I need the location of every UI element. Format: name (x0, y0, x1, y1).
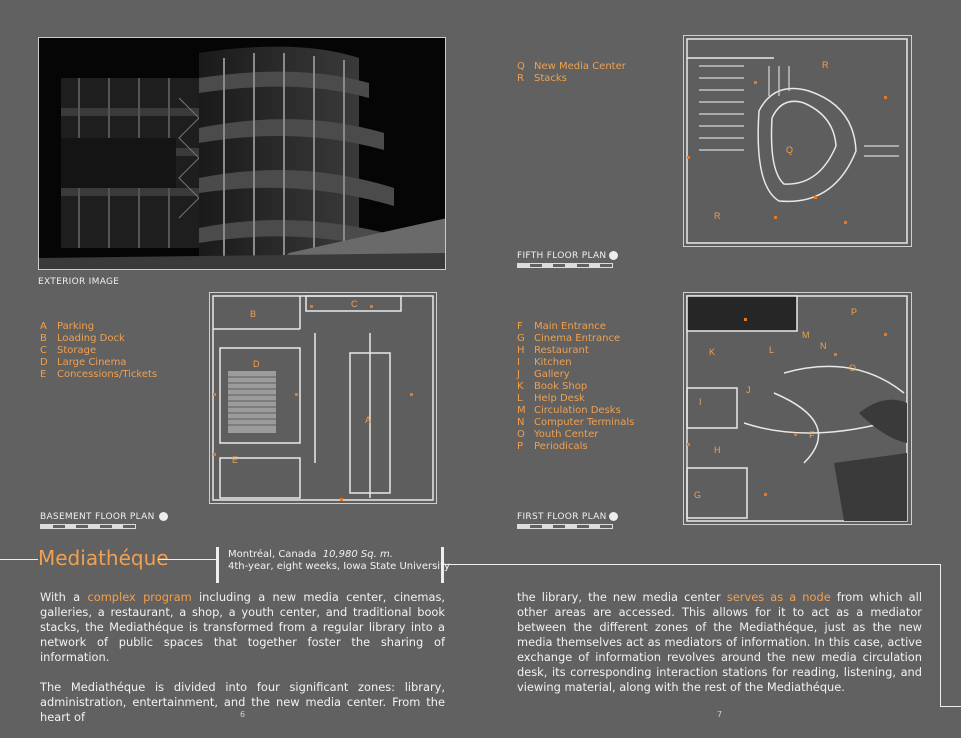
paragraph: The Mediathéque is divided into four significant zones: library, administration, entertainment, and the new media center. From the heart of (40, 680, 445, 724)
svg-text:Q: Q (786, 145, 794, 155)
svg-text:N: N (820, 341, 827, 351)
legend-item: O Youth Center (517, 429, 599, 440)
legend-item: C Storage (40, 345, 97, 356)
page-number-right: 7 (717, 710, 723, 719)
svg-text:I: I (699, 397, 702, 407)
legend-item: F Main Entrance (517, 321, 606, 332)
first-floor-plan (683, 292, 912, 525)
exterior-image (38, 37, 446, 270)
legend-item: N Computer Terminals (517, 417, 635, 428)
scale-bar (517, 263, 613, 268)
svg-text:G: G (694, 490, 702, 500)
legend-item: E Concessions/Tickets (40, 369, 158, 380)
exterior-caption: EXTERIOR IMAGE (38, 277, 120, 287)
svg-text:F: F (809, 430, 815, 440)
legend-item: D Large Cinema (40, 357, 127, 368)
title-rule-mid (158, 559, 216, 560)
svg-text:D: D (253, 359, 260, 369)
page-number-left: 6 (240, 710, 246, 719)
basement-legend (40, 321, 157, 381)
project-area: 10,980 Sq. m. (322, 549, 393, 560)
svg-text:M: M (802, 330, 810, 340)
legend-item: J Gallery (517, 369, 570, 380)
scale-bar (517, 524, 613, 529)
basement-plan-title: BASEMENT FLOOR PLAN (40, 512, 155, 522)
title-rule-left (0, 559, 38, 560)
project-location: Montréal, Canada (228, 549, 317, 560)
project-course: 4th-year, eight weeks, Iowa State University (228, 561, 450, 572)
body-column-right (517, 590, 922, 695)
legend-item: G Cinema Entrance (517, 333, 621, 344)
legend-item: H Restaurant (517, 345, 589, 356)
fifth-legend (517, 61, 626, 85)
svg-text:L: L (769, 345, 775, 355)
svg-text:R: R (714, 211, 721, 221)
paragraph: the library, the new media center serves as a node from which all other areas are accessed. This allows for it to act as a mediator between the different zones of the Mediathéque, just as the new media themselves act as mediators of information. In this case, active exchange of information revolves around the new media circulation desk, its corresponding interaction stations for reading, listening, and viewing material, along with the rest of the Mediathéque. (517, 590, 922, 694)
svg-text:O: O (849, 363, 857, 373)
body-column-left (40, 590, 445, 725)
legend-item: K Book Shop (517, 381, 588, 392)
legend-item: L Help Desk (517, 393, 585, 404)
scale-bar (40, 524, 136, 529)
basement-floor-plan (209, 292, 437, 504)
title-rule-right (444, 564, 941, 565)
svg-text:H: H (714, 445, 721, 455)
svg-text:E: E (232, 455, 239, 465)
fifth-floor-plan (683, 35, 912, 247)
project-title: Mediathéque (38, 546, 169, 570)
paragraph: With a complex program including a new media center, cinemas, galleries, a restaurant, a shop, a youth center, and traditional book stacks, the Mediathéque is transformed from a regular library into a network of public spaces that together foster the sharing of information. (40, 590, 446, 664)
legend-item: R Stacks (517, 73, 567, 84)
legend-item: M Circulation Desks (517, 405, 621, 416)
svg-text:R: R (822, 60, 829, 70)
north-arrow-icon (159, 512, 168, 521)
legend-item: Q New Media Center (517, 61, 626, 72)
north-arrow-icon (609, 512, 618, 521)
legend-item: P Periodicals (517, 441, 588, 452)
frame-bottom (940, 706, 961, 707)
svg-text:C: C (351, 299, 358, 309)
project-info (228, 549, 450, 573)
first-legend (517, 321, 634, 453)
svg-text:K: K (709, 347, 716, 357)
svg-text:J: J (746, 385, 751, 395)
legend-item: A Parking (40, 321, 95, 332)
frame-right (940, 564, 941, 706)
north-arrow-icon (609, 251, 618, 260)
svg-text:B: B (250, 309, 257, 319)
legend-item: I Kitchen (517, 357, 572, 368)
legend-item: B Loading Dock (40, 333, 125, 344)
svg-text:A: A (365, 415, 372, 425)
fifth-plan-title: FIFTH FLOOR PLAN (517, 251, 607, 261)
first-plan-title: FIRST FLOOR PLAN (517, 512, 607, 522)
svg-text:P: P (851, 307, 858, 317)
